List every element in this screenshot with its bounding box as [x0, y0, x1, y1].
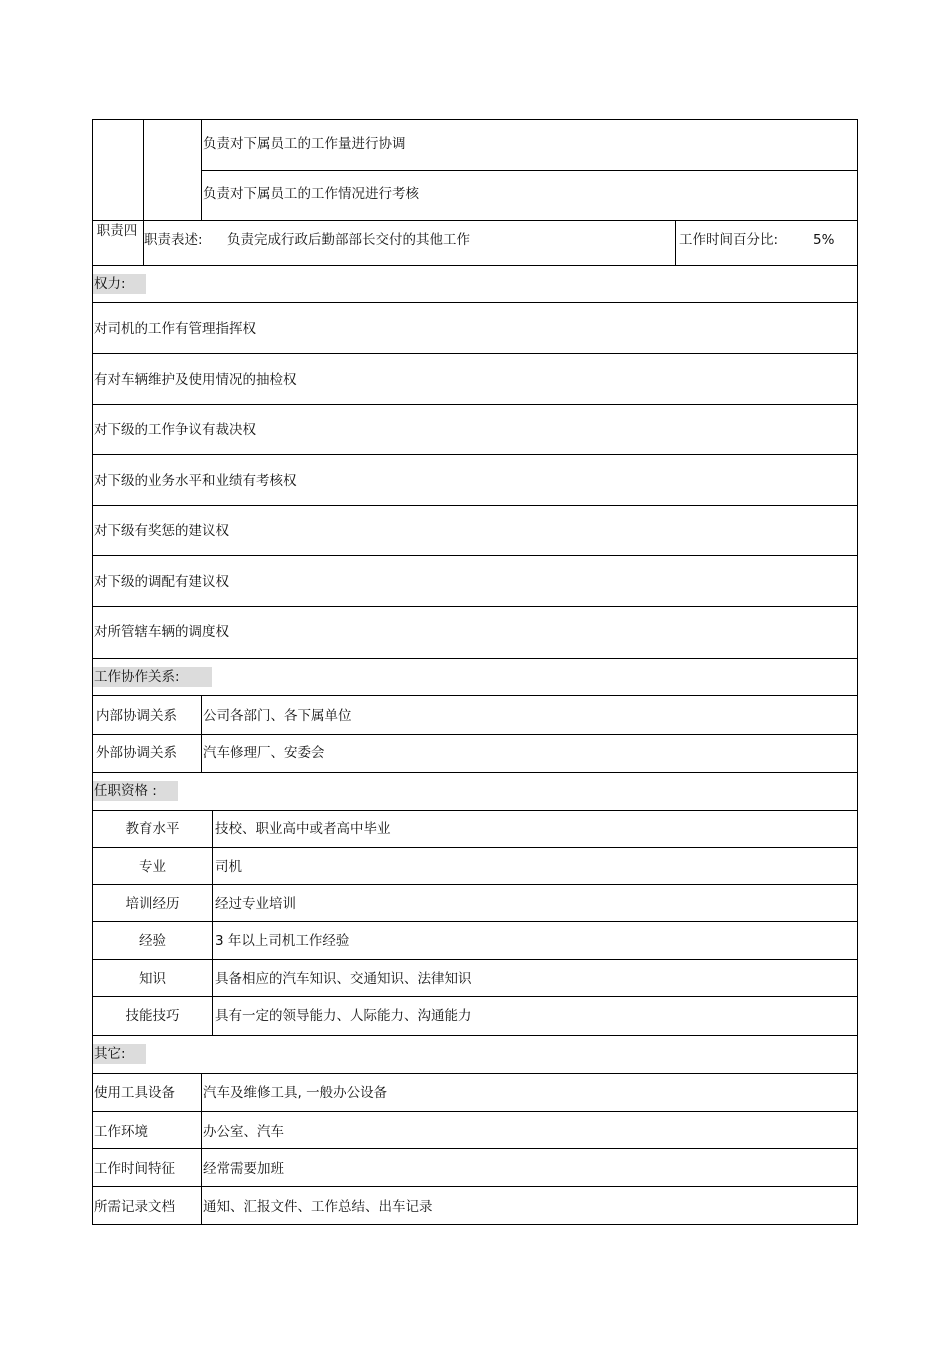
- divider: [201, 695, 202, 772]
- duty4-desc: 负责完成行政后勤部部长交付的其他工作: [227, 232, 470, 248]
- duty4-label: 职责四: [96, 223, 138, 239]
- divider: [93, 1148, 857, 1149]
- divider: [143, 120, 144, 220]
- other-table: [92, 1035, 858, 1225]
- divider: [93, 959, 857, 960]
- qualifications-table: [92, 772, 858, 1036]
- divider: [93, 847, 857, 848]
- divider: [201, 1073, 202, 1224]
- relation-label: 外部协调关系: [96, 745, 177, 761]
- section-header: 任职资格 :: [93, 781, 178, 801]
- duties-table: [92, 119, 858, 266]
- divider: [93, 505, 857, 506]
- divider: [93, 302, 857, 303]
- power-item: 对下级的业务水平和业绩有考核权: [94, 473, 297, 489]
- qual-value: 司机: [215, 859, 242, 875]
- qual-label: 经验: [139, 933, 166, 949]
- section-header: 其它:: [93, 1044, 146, 1064]
- powers-table: [92, 265, 858, 659]
- other-value: 汽车及维修工具, 一般办公设备: [203, 1085, 388, 1101]
- divider: [93, 996, 857, 997]
- qual-value: 经过专业培训: [215, 896, 296, 912]
- power-item: 对下级有奖惩的建议权: [94, 523, 229, 539]
- other-label: 工作时间特征: [94, 1161, 175, 1177]
- other-label: 工作环境: [94, 1124, 148, 1140]
- power-item: 对下级的调配有建议权: [94, 574, 229, 590]
- qual-value: 3 年以上司机工作经验: [215, 933, 350, 949]
- other-label: 使用工具设备: [94, 1085, 175, 1101]
- section-header: 工作协作关系:: [93, 667, 212, 687]
- divider: [93, 220, 857, 221]
- divider: [93, 810, 857, 811]
- time-pct-label: 工作时间百分比:: [679, 232, 779, 248]
- divider: [93, 884, 857, 885]
- duty-item: 负责对下属员工的工作情况进行考核: [203, 186, 419, 202]
- section-header: 权力:: [93, 274, 146, 294]
- relation-value: 公司各部门、各下属单位: [203, 708, 352, 724]
- divider: [93, 734, 857, 735]
- other-value: 经常需要加班: [203, 1161, 284, 1177]
- other-value: 办公室、汽车: [203, 1124, 284, 1140]
- qual-label: 培训经历: [125, 896, 180, 912]
- divider: [93, 555, 857, 556]
- relation-value: 汽车修理厂、安委会: [203, 745, 325, 761]
- time-pct-value: 5%: [813, 232, 835, 248]
- power-item: 对下级的工作争议有裁决权: [94, 422, 256, 438]
- qual-label: 专业: [139, 859, 166, 875]
- power-item: 对司机的工作有管理指挥权: [94, 321, 256, 337]
- divider: [93, 1073, 857, 1074]
- power-item: 有对车辆维护及使用情况的抽检权: [94, 372, 297, 388]
- divider: [93, 353, 857, 354]
- power-item: 对所管辖车辆的调度权: [94, 624, 229, 640]
- divider: [201, 170, 857, 171]
- divider: [675, 220, 676, 265]
- other-value: 通知、汇报文件、工作总结、出车记录: [203, 1199, 433, 1215]
- divider: [93, 921, 857, 922]
- qual-value: 具备相应的汽车知识、交通知识、法律知识: [215, 971, 472, 987]
- qual-label: 教育水平: [125, 821, 180, 837]
- divider: [93, 404, 857, 405]
- relations-table: [92, 658, 858, 773]
- divider: [93, 454, 857, 455]
- qual-value: 技校、职业高中或者高中毕业: [215, 821, 391, 837]
- duty4-desc-label: 职责表述:: [144, 232, 203, 248]
- divider: [212, 810, 213, 1035]
- divider: [93, 606, 857, 607]
- divider: [93, 695, 857, 696]
- qual-label: 技能技巧: [125, 1008, 180, 1024]
- other-label: 所需记录文档: [94, 1199, 175, 1215]
- divider: [93, 1186, 857, 1187]
- divider: [93, 1111, 857, 1112]
- qual-label: 知识: [139, 971, 166, 987]
- relation-label: 内部协调关系: [96, 708, 177, 724]
- duty-item: 负责对下属员工的工作量进行协调: [203, 136, 406, 152]
- qual-value: 具有一定的领导能力、人际能力、沟通能力: [215, 1008, 472, 1024]
